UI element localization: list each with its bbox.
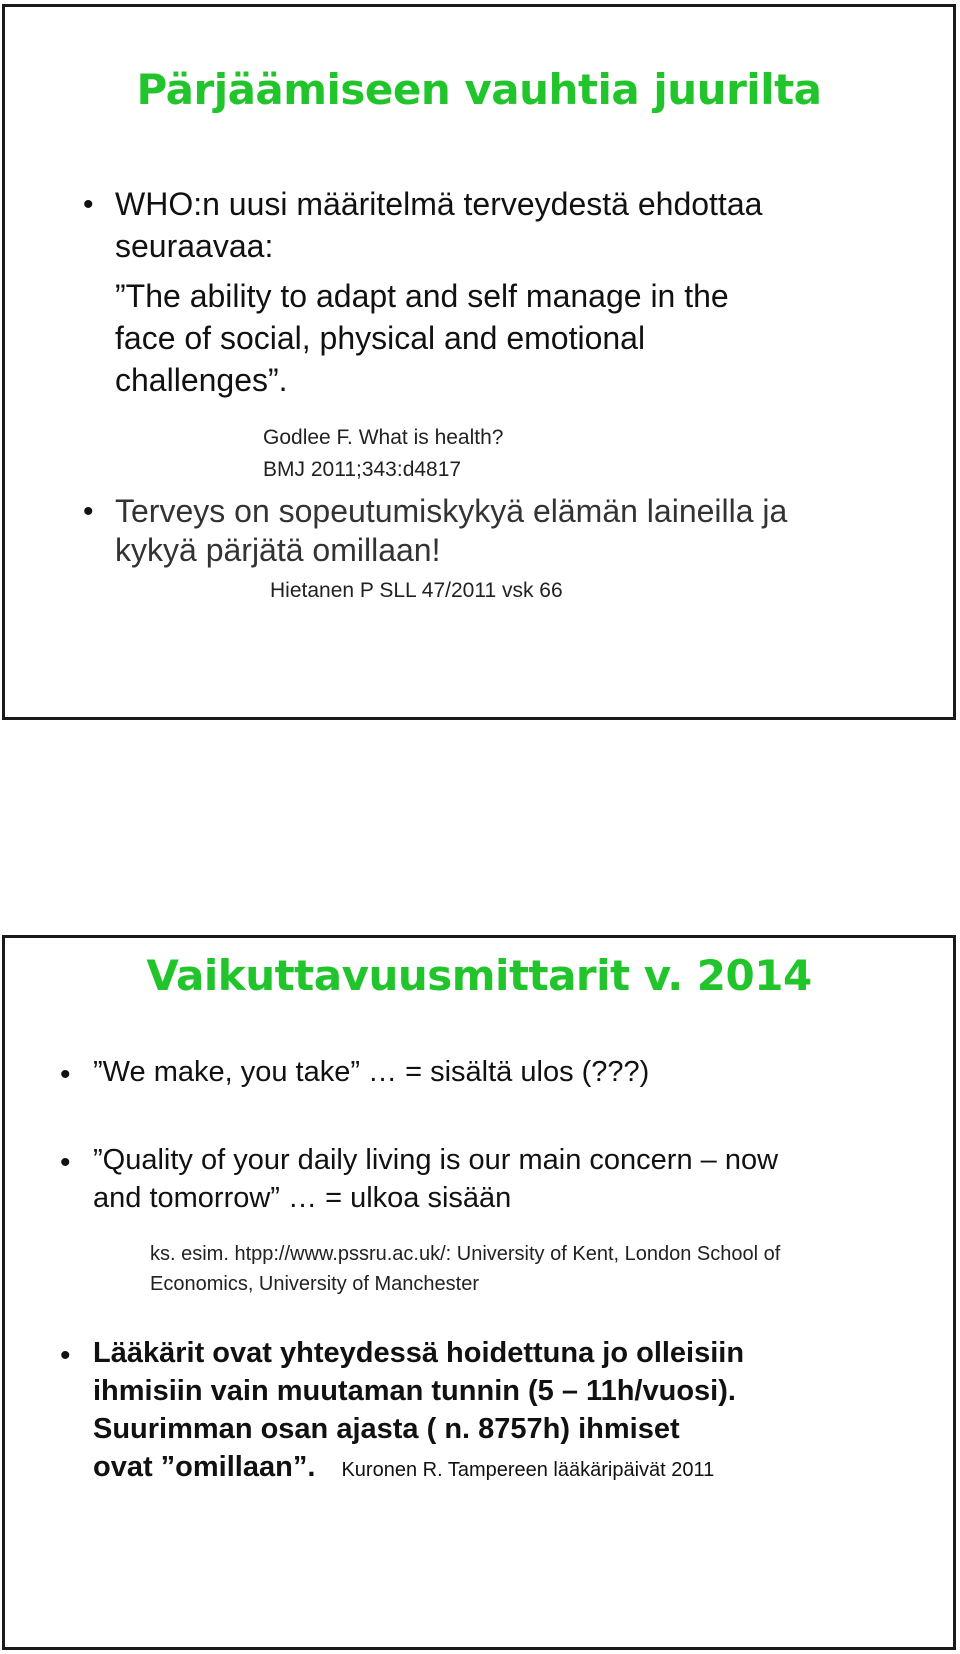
quote-line-3: challenges”.: [115, 362, 288, 398]
slide-2: [2, 935, 956, 1650]
bullet-3-line-4-wrap: [93, 1448, 714, 1489]
bullet-2-line-2: kykyä pärjätä omillaan!: [115, 532, 441, 568]
slide-1: [2, 4, 956, 720]
bullet-3-line-1: Lääkärit ovat yhteydessä hoidettuna jo olleisiin: [93, 1337, 745, 1369]
bullet-3-line-4: ovat ”omillaan”.: [93, 1451, 316, 1483]
bullet-2-line-1: Terveys on sopeutumiskykyä elämän laineilla ja: [115, 493, 788, 529]
bullet-3-reference: Kuronen R. Tampereen lääkäripäivät 2011: [341, 1459, 715, 1481]
reference-line-2: Economics, University of Manchester: [150, 1273, 480, 1295]
bullet-3-line-2: ihmisiin vain muutaman tunnin (5 – 11h/vuosi).: [93, 1375, 736, 1407]
bullet-2-line-1: ”Quality of your daily living is our main concern – now: [93, 1144, 779, 1176]
reference-1-line-2: BMJ 2011;343:d4817: [263, 458, 462, 481]
quote-line-2: face of social, physical and emotional: [115, 320, 646, 356]
bullet-1: ”We make, you take” … = sisältä ulos (???): [93, 1056, 650, 1088]
reference-1-line-1: Godlee F. What is health?: [263, 426, 504, 449]
bullet-2-line-2: and tomorrow” … = ulkoa sisään: [93, 1182, 512, 1214]
bullet-1-line-1: WHO:n uusi määritelmä terveydestä ehdottaa: [115, 186, 763, 222]
slide-1-title: Pärjäämiseen vauhtia juurilta: [136, 65, 822, 114]
quote-line-1: ”The ability to adapt and self manage in the: [115, 278, 729, 314]
slide-2-title: Vaikuttavuusmittarit v. 2014: [146, 951, 812, 1000]
reference-2: Hietanen P SLL 47/2011 vsk 66: [270, 579, 563, 602]
bullet-marker: •: [83, 188, 94, 221]
bullet-marker: •: [60, 1339, 71, 1372]
bullet-marker: •: [60, 1058, 71, 1091]
bullet-marker: •: [60, 1146, 71, 1179]
bullet-1-line-2: seuraavaa:: [115, 228, 274, 264]
bullet-3-line-3: Suurimman osan ajasta ( n. 8757h) ihmiset: [93, 1413, 680, 1445]
bullet-marker: •: [83, 495, 94, 528]
reference-line-1: ks. esim. htpp://www.pssru.ac.uk/: University of Kent, London School of: [150, 1243, 781, 1265]
